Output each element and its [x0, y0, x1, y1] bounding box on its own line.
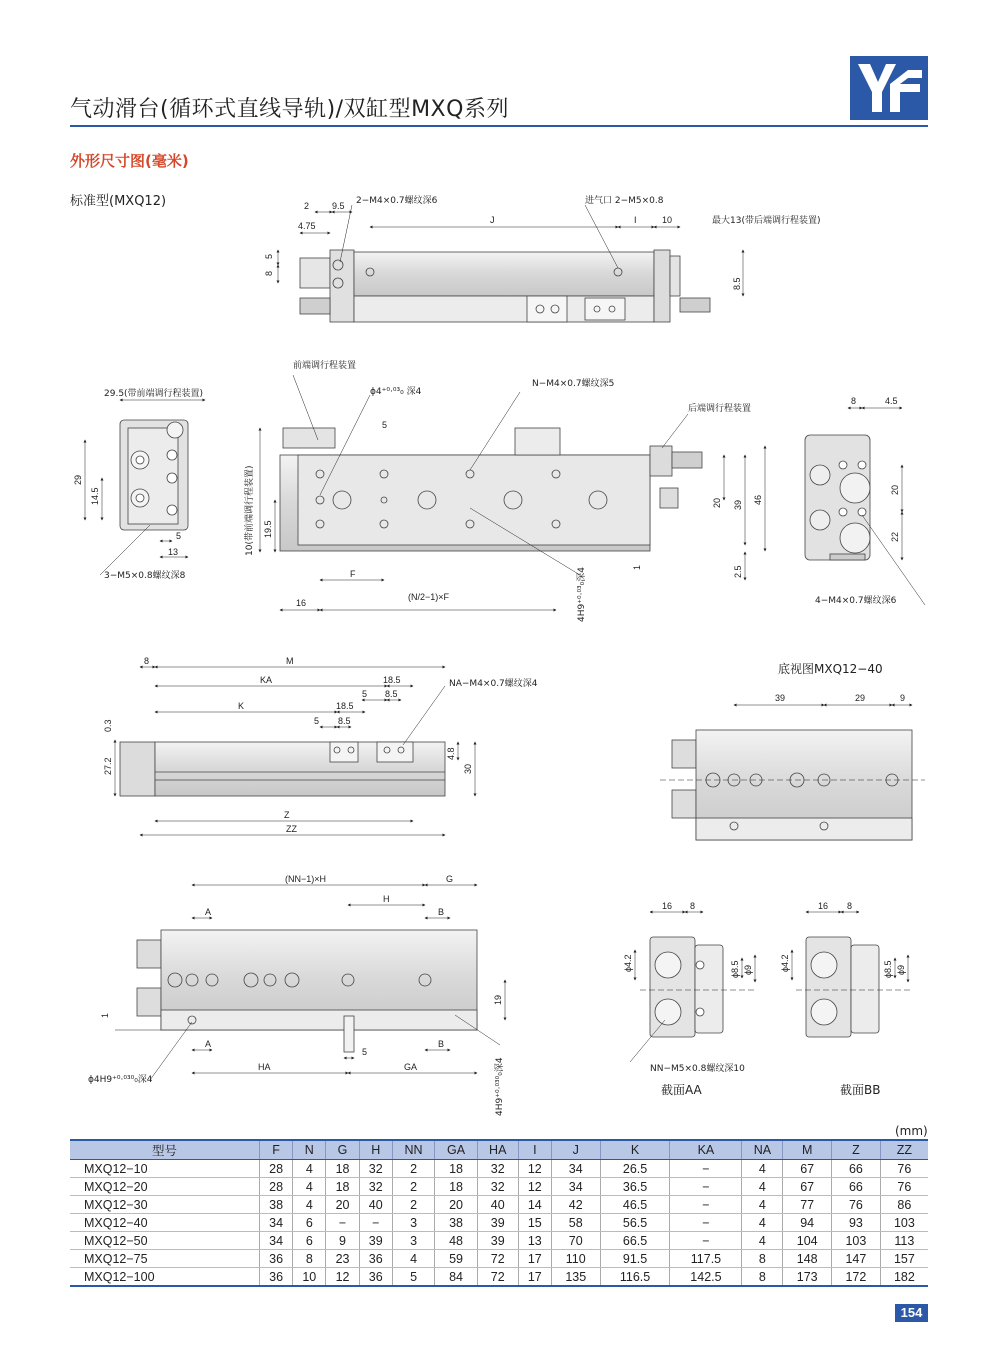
table-cell: 34 — [551, 1178, 600, 1196]
table-cell: 32 — [359, 1178, 392, 1196]
note-rear-adjuster: 后端调行程装置 — [688, 404, 752, 414]
table-cell: 66 — [832, 1160, 881, 1178]
table-header: 型号 — [70, 1140, 260, 1160]
spec-table — [70, 1139, 928, 1287]
dim-label: 22 — [890, 531, 900, 542]
dim-label: 10 — [662, 215, 673, 225]
table-cell: 34 — [551, 1160, 600, 1178]
dim-label: 8.5 — [732, 277, 742, 290]
table-cell: 66.5 — [600, 1232, 670, 1250]
table-cell: 40 — [359, 1196, 392, 1214]
dim-label: 13 — [168, 547, 179, 557]
table-cell: 36.5 — [600, 1178, 670, 1196]
dim-label: ZZ — [286, 824, 297, 834]
bottom-view-labels — [775, 693, 905, 703]
table-header: F — [260, 1140, 293, 1160]
dim-label: 16 — [818, 901, 829, 911]
dim-label: 5 — [362, 1047, 368, 1057]
table-cell: 148 — [783, 1250, 832, 1268]
dim-label: KA — [260, 675, 273, 685]
table-cell: 59 — [435, 1250, 477, 1268]
table-cell: 32 — [359, 1160, 392, 1178]
dim-label: A — [205, 907, 212, 917]
table-cell: 70 — [551, 1232, 600, 1250]
table-cell: 12 — [518, 1160, 551, 1178]
note-front-adjust-vertical: 10(带前端调行程装置) — [245, 465, 255, 556]
table-cell: 117.5 — [670, 1250, 742, 1268]
dim-label: 39 — [775, 693, 786, 703]
dim-label: HA — [258, 1062, 271, 1072]
table-cell: − — [326, 1214, 359, 1232]
dim-label: 5 — [176, 531, 182, 541]
table-cell: 147 — [832, 1250, 881, 1268]
dim-label: 0.3 — [103, 719, 113, 732]
dim-label: 4.8 — [446, 747, 456, 760]
table-cell: 18 — [435, 1178, 477, 1196]
dim-label: (NN−1)×H — [285, 874, 327, 884]
table-cell: 58 — [551, 1214, 600, 1232]
note-pin: ϕ4H9⁺⁰·⁰³⁰₀深4 — [88, 1075, 153, 1085]
table-cell: − — [670, 1160, 742, 1178]
side-view — [120, 742, 445, 796]
table-cell: 3 — [392, 1214, 434, 1232]
table-cell: 103 — [832, 1232, 881, 1250]
table-cell: 173 — [783, 1268, 832, 1287]
page-title: 气动滑台(循环式直线导轨)/双缸型MXQ系列 — [70, 97, 509, 122]
bottom-general-view — [137, 930, 477, 1052]
table-cell: 34 — [260, 1232, 293, 1250]
model-cell: MXQ12−20 — [70, 1178, 260, 1196]
table-cell: 91.5 — [600, 1250, 670, 1268]
dim-label: ϕ4.2 — [780, 954, 790, 972]
table-cell: 4 — [392, 1250, 434, 1268]
dim-label: 8.5 — [385, 689, 398, 699]
page-number: 154 — [895, 1304, 928, 1322]
table-cell: 32 — [477, 1160, 518, 1178]
bottom-view — [672, 730, 912, 840]
dim-label: 9 — [900, 693, 906, 703]
table-cell: − — [670, 1232, 742, 1250]
table-cell: 2 — [392, 1178, 434, 1196]
table-unit: (mm) — [895, 1124, 928, 1138]
note-h9: 4H9⁺⁰·⁰³⁰₀深4 — [495, 1057, 505, 1116]
dim-label: 14.5 — [90, 487, 100, 505]
table-cell: 15 — [518, 1214, 551, 1232]
note-nn-tapped: NN−M5×0.8螺纹深10 — [650, 1064, 745, 1074]
table-cell: 104 — [783, 1232, 832, 1250]
table-cell: 36 — [260, 1268, 293, 1287]
dim-label: H — [383, 894, 390, 904]
section-bb-title: 截面BB — [840, 1083, 881, 1097]
table-header: HA — [477, 1140, 518, 1160]
table-cell: 10 — [293, 1268, 326, 1287]
table-header-row — [70, 1140, 928, 1160]
dim-label: ϕ9 — [743, 964, 753, 975]
table-cell: − — [670, 1214, 742, 1232]
table-cell: − — [359, 1214, 392, 1232]
dim-label: A — [205, 1039, 212, 1049]
section-aa — [650, 937, 723, 1037]
right-end-view — [805, 435, 870, 560]
dim-label: 19 — [493, 994, 503, 1005]
table-cell: 72 — [477, 1250, 518, 1268]
table-row — [70, 1178, 928, 1196]
model-cell: MXQ12−50 — [70, 1232, 260, 1250]
table-cell: 14 — [518, 1196, 551, 1214]
dim-label: 29.5(带前端调行程装置) — [104, 389, 204, 399]
table-cell: 17 — [518, 1268, 551, 1287]
note-max-adjust: 最大13(带后端调行程装置) — [712, 216, 821, 226]
model-cell: MXQ12−40 — [70, 1214, 260, 1232]
note-na-tapped: NA−M4×0.7螺纹深4 — [449, 679, 538, 689]
dim-label: G — [446, 874, 454, 884]
dim-label: B — [438, 907, 445, 917]
dim-label: K — [238, 701, 245, 711]
dim-label: 29 — [73, 474, 83, 485]
table-cell: 4 — [293, 1160, 326, 1178]
table-header: Z — [832, 1140, 881, 1160]
dim-label: 8 — [144, 656, 150, 666]
table-header: J — [551, 1140, 600, 1160]
table-cell: 40 — [477, 1196, 518, 1214]
table-header: N — [293, 1140, 326, 1160]
dim-label: 4.75 — [298, 221, 316, 231]
dim-label: 20 — [712, 497, 722, 508]
table-cell: 135 — [551, 1268, 600, 1287]
dim-label: 9.5 — [332, 201, 345, 211]
dim-label: ϕ8.5 — [883, 960, 893, 978]
table-cell: 3 — [392, 1232, 434, 1250]
dim-label: 8.5 — [338, 716, 351, 726]
table-cell: 84 — [435, 1268, 477, 1287]
table-cell: − — [670, 1178, 742, 1196]
table-body — [70, 1160, 928, 1287]
table-cell: 76 — [832, 1196, 881, 1214]
dim-label: 5 — [314, 716, 320, 726]
table-cell: 4 — [293, 1178, 326, 1196]
dim-label: I — [634, 215, 637, 225]
table-cell: 46.5 — [600, 1196, 670, 1214]
dim-label: 8 — [264, 270, 274, 276]
dim-label: 8 — [851, 396, 857, 406]
top-view — [300, 250, 710, 322]
table-cell: 76 — [880, 1178, 928, 1196]
dim-label: 8 — [690, 901, 696, 911]
table-cell: 103 — [880, 1214, 928, 1232]
dim-label: ϕ9 — [896, 964, 906, 975]
table-row — [70, 1268, 928, 1287]
dim-label: 2.5 — [733, 565, 743, 578]
table-cell: 76 — [880, 1160, 928, 1178]
table-cell: 28 — [260, 1178, 293, 1196]
table-cell: 93 — [832, 1214, 881, 1232]
table-header: ZZ — [880, 1140, 928, 1160]
note-inlet: 进气口 2−M5×0.8 — [585, 196, 664, 206]
table-cell: 12 — [326, 1268, 359, 1287]
dim-label: 19.5 — [263, 520, 273, 538]
table-cell: 39 — [359, 1232, 392, 1250]
dim-label: 29 — [855, 693, 866, 703]
table-cell: 17 — [518, 1250, 551, 1268]
table-cell: 18 — [435, 1160, 477, 1178]
dim-label: 18.5 — [383, 675, 401, 685]
table-cell: 4 — [742, 1214, 783, 1232]
section-bb — [806, 937, 879, 1037]
section-aa-title: 截面AA — [661, 1083, 702, 1097]
dim-label: Z — [284, 810, 290, 820]
table-cell: − — [670, 1196, 742, 1214]
note-front-adjuster: 前端调行程装置 — [293, 361, 357, 371]
table-row — [70, 1250, 928, 1268]
table-cell: 38 — [435, 1214, 477, 1232]
table-cell: 39 — [477, 1214, 518, 1232]
dim-label: M — [286, 656, 294, 666]
table-cell: 36 — [260, 1250, 293, 1268]
table-cell: 23 — [326, 1250, 359, 1268]
table-cell: 66 — [832, 1178, 881, 1196]
table-header: NN — [392, 1140, 434, 1160]
dim-label: J — [490, 215, 495, 225]
table-cell: 42 — [551, 1196, 600, 1214]
dim-label: 4.5 — [885, 396, 898, 406]
dim-label: GA — [404, 1062, 418, 1072]
table-cell: 18 — [326, 1160, 359, 1178]
dim-label: 30 — [463, 763, 473, 774]
dim-label: 18.5 — [336, 701, 354, 711]
table-cell: 4 — [742, 1160, 783, 1178]
table-header: I — [518, 1140, 551, 1160]
table-cell: 2 — [392, 1196, 434, 1214]
dim-label: F — [350, 569, 356, 579]
note-h9-hole: 4H9⁺⁰·⁰³₀深4 — [577, 567, 587, 622]
dim-label: 16 — [662, 901, 673, 911]
model-cell: MXQ12−75 — [70, 1250, 260, 1268]
note-pin-hole: ϕ4⁺⁰·⁰³₀ 深4 — [370, 387, 422, 397]
dim-label: ϕ8.5 — [730, 960, 740, 978]
dim-label: 27.2 — [103, 757, 113, 775]
dim-label: 39 — [733, 499, 743, 510]
table-cell: 72 — [477, 1268, 518, 1287]
table-cell: 32 — [477, 1178, 518, 1196]
table-cell: 4 — [742, 1232, 783, 1250]
table-cell: 5 — [392, 1268, 434, 1287]
note-left-tapped: 3−M5×0.8螺纹深8 — [104, 571, 186, 581]
note-right-tapped: 4−M4×0.7螺纹深6 — [815, 596, 897, 606]
table-cell: 18 — [326, 1178, 359, 1196]
table-cell: 36 — [359, 1250, 392, 1268]
table-cell: 39 — [477, 1232, 518, 1250]
table-cell: 6 — [293, 1232, 326, 1250]
table-cell: 38 — [260, 1196, 293, 1214]
table-cell: 4 — [742, 1178, 783, 1196]
model-cell: MXQ12−100 — [70, 1268, 260, 1287]
table-cell: 56.5 — [600, 1214, 670, 1232]
table-cell: 86 — [880, 1196, 928, 1214]
table-cell: 94 — [783, 1214, 832, 1232]
table-cell: 182 — [880, 1268, 928, 1287]
table-header: KA — [670, 1140, 742, 1160]
table-header: M — [783, 1140, 832, 1160]
dim-label: B — [438, 1039, 445, 1049]
table-cell: 157 — [880, 1250, 928, 1268]
table-row — [70, 1160, 928, 1178]
table-row — [70, 1214, 928, 1232]
table-cell: 28 — [260, 1160, 293, 1178]
dim-label: 1 — [632, 564, 642, 570]
table-header: NA — [742, 1140, 783, 1160]
standard-type-label: 标准型(MXQ12) — [70, 194, 167, 209]
model-cell: MXQ12−10 — [70, 1160, 260, 1178]
table-header: GA — [435, 1140, 477, 1160]
table-row — [70, 1232, 928, 1250]
table-cell: 142.5 — [670, 1268, 742, 1287]
table-cell: 4 — [293, 1196, 326, 1214]
table-cell: 8 — [742, 1268, 783, 1287]
front-view — [280, 428, 702, 551]
dim-label: 46 — [753, 494, 763, 505]
dim-label: (N/2−1)×F — [408, 592, 450, 602]
table-cell: 26.5 — [600, 1160, 670, 1178]
table-cell: 34 — [260, 1214, 293, 1232]
left-end-view — [120, 420, 188, 530]
dim-label: 16 — [296, 598, 307, 608]
table-cell: 9 — [326, 1232, 359, 1250]
table-cell: 4 — [742, 1196, 783, 1214]
table-row — [70, 1196, 928, 1214]
section-title: 外形尺寸图(毫米) — [70, 152, 189, 170]
table-cell: 172 — [832, 1268, 881, 1287]
table-cell: 67 — [783, 1178, 832, 1196]
dim-label: 5 — [264, 253, 274, 259]
dim-label: 1 — [100, 1012, 110, 1018]
table-header: G — [326, 1140, 359, 1160]
note-n-tapped: N−M4×0.7螺纹深5 — [532, 379, 615, 389]
table-cell: 12 — [518, 1178, 551, 1196]
table-cell: 2 — [392, 1160, 434, 1178]
dim-label: 8 — [847, 901, 853, 911]
table-cell: 67 — [783, 1160, 832, 1178]
dim-label: 2 — [304, 201, 310, 211]
dim-label: 5 — [382, 420, 388, 430]
model-cell: MXQ12−30 — [70, 1196, 260, 1214]
table-cell: 20 — [435, 1196, 477, 1214]
table-header: H — [359, 1140, 392, 1160]
table-header: K — [600, 1140, 670, 1160]
table-cell: 6 — [293, 1214, 326, 1232]
table-cell: 116.5 — [600, 1268, 670, 1287]
note-tapped: 2−M4×0.7螺纹深6 — [356, 196, 438, 206]
table-cell: 8 — [293, 1250, 326, 1268]
table-cell: 48 — [435, 1232, 477, 1250]
table-cell: 77 — [783, 1196, 832, 1214]
bottom-view-title: 底视图MXQ12−40 — [778, 662, 883, 676]
table-cell: 20 — [326, 1196, 359, 1214]
dim-label: 20 — [890, 484, 900, 495]
dim-label: 5 — [362, 689, 368, 699]
table-cell: 13 — [518, 1232, 551, 1250]
table-cell: 113 — [880, 1232, 928, 1250]
table-cell: 8 — [742, 1250, 783, 1268]
table-cell: 36 — [359, 1268, 392, 1287]
dim-label: ϕ4.2 — [623, 954, 633, 972]
table-cell: 110 — [551, 1250, 600, 1268]
